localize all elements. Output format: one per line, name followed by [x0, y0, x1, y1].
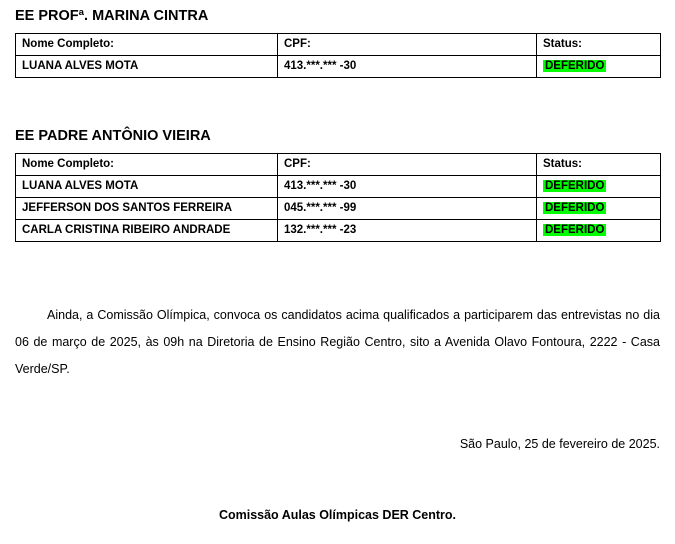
section-title-school-2: EE PADRE ANTÔNIO VIEIRA: [15, 128, 211, 144]
cell-status: [537, 198, 661, 220]
status-badge: DEFERIDO: [545, 224, 605, 236]
cell-name: LUANA ALVES MOTA: [16, 56, 278, 78]
cell-status: [537, 56, 661, 78]
column-header-cpf: CPF:: [278, 34, 537, 56]
column-header-status: Status:: [537, 154, 661, 176]
section-title-school-1: EE PROFª. MARINA CINTRA: [15, 8, 209, 24]
column-header-name: Nome Completo:: [16, 154, 278, 176]
cell-name: CARLA CRISTINA RIBEIRO ANDRADE: [16, 220, 278, 242]
candidates-table-school-1: [15, 33, 661, 78]
status-badge: DEFERIDO: [545, 202, 605, 214]
candidates-table-school-2: [15, 153, 661, 242]
status-badge: DEFERIDO: [545, 180, 605, 192]
table-row: [16, 198, 661, 220]
table-header-row: [16, 154, 661, 176]
cell-name: JEFFERSON DOS SANTOS FERREIRA: [16, 198, 278, 220]
cell-cpf: 413.***.*** -30: [278, 56, 537, 78]
table-row: [16, 176, 661, 198]
table-row: [16, 220, 661, 242]
convocation-paragraph: [15, 302, 660, 383]
place-and-date: São Paulo, 25 de fevereiro de 2025.: [459, 437, 660, 451]
cell-cpf: 413.***.*** -30: [278, 176, 537, 198]
table-row: [16, 56, 661, 78]
cell-name: LUANA ALVES MOTA: [16, 176, 278, 198]
paragraph-text: Ainda, a Comissão Olímpica, convoca os candidatos acima qualificados a participarem das entrevistas no dia 06 de março de 2025, às 09h na Diretoria de Ensino Região Centro, sito a Avenida Olavo Fontoura, 2222 - Casa Verde/SP.: [15, 308, 660, 376]
cell-status: [537, 176, 661, 198]
cell-cpf: 132.***.*** -23: [278, 220, 537, 242]
status-badge: DEFERIDO: [545, 60, 605, 72]
commission-signature: Comissão Aulas Olímpicas DER Centro.: [218, 508, 457, 522]
table-header-row: [16, 34, 661, 56]
cell-status: [537, 220, 661, 242]
column-header-name: Nome Completo:: [16, 34, 278, 56]
column-header-cpf: CPF:: [278, 154, 537, 176]
column-header-status: Status:: [537, 34, 661, 56]
cell-cpf: 045.***.*** -99: [278, 198, 537, 220]
